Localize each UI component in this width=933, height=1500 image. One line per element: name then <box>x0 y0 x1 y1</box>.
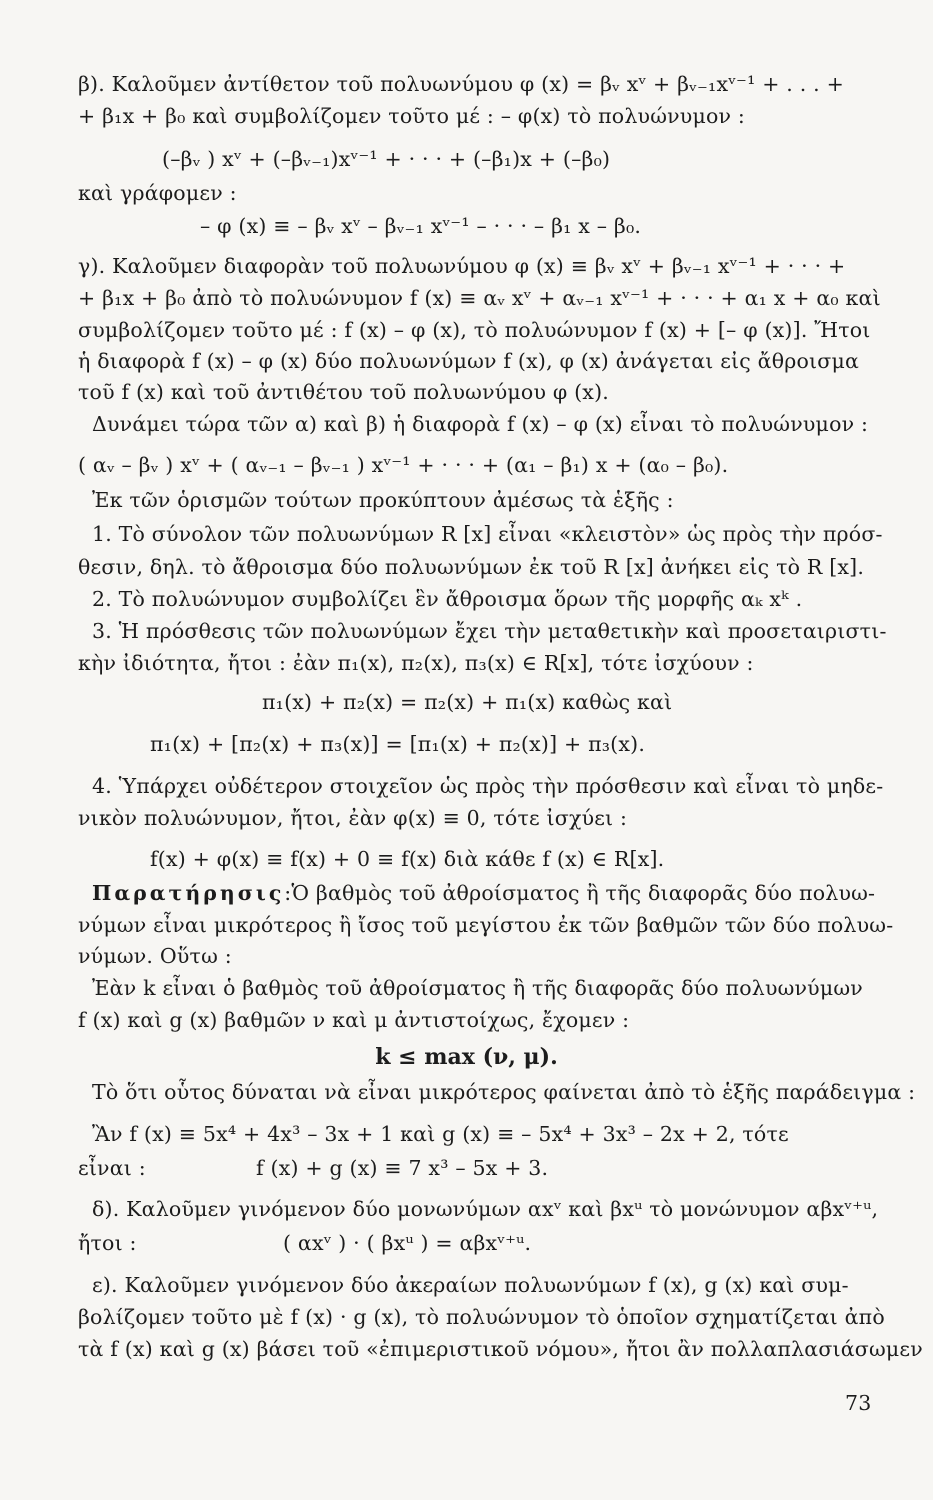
formula-line: f(x) + φ(x) ≡ f(x) + 0 ≡ f(x) διὰ κάθε f (x) ∈ R[x]. <box>150 847 665 871</box>
text-line: + β₁x + β₀ καὶ συμβολίζομεν τοῦτο μέ : – φ(x) τὸ πολυώνυμον : <box>78 104 745 128</box>
list-item-1: 1. Τὸ σύνολον τῶν πολυωνύμων R [x] εἶναι «κλειστὸν» ὡς πρὸς τὴν πρόσ- <box>92 522 883 546</box>
text-line: δ). Καλοῦμεν γινόμενον δύο μονωνύμων αxᵛ καὶ βxᵘ τὸ μονώνυμον αβxᵛ⁺ᵘ, <box>92 1197 879 1221</box>
formula-line: f (x) + g (x) ≡ 7 x³ – 5x + 3. <box>256 1156 549 1180</box>
remark-line <box>92 880 875 906</box>
list-item-2: 2. Τὸ πολυώνυμον συμβολίζει ἓν ἄθροισμα ὅρων τῆς μορφῆς αₖ xᵏ . <box>92 587 803 611</box>
text-line: νύμων. Οὕτω : <box>78 944 232 968</box>
text-line: τοῦ f (x) καὶ τοῦ ἀντιθέτου τοῦ πολυωνύμου φ (x). <box>78 380 609 404</box>
remark-text: :Ὁ βαθμὸς τοῦ ἀθροίσματος ἢ τῆς διαφορᾶς δύο πολυω- <box>284 881 876 905</box>
text-line: θεσιν, δηλ. τὸ ἄθροισμα δύο πολυωνύμων ἐκ τοῦ R [x] ἀνήκει εἰς τὸ R [x]. <box>78 555 865 579</box>
text-line: ἡ διαφορὰ f (x) – φ (x) δύο πολυωνύμων f (x), φ (x) ἀνάγεται εἰς ἄθροισμα <box>78 349 860 373</box>
text-line: νικὸν πολυώνυμον, ἤτοι, ἐὰν φ(x) ≡ 0, τότε ἰσχύει : <box>78 806 628 830</box>
text-line: καὶ γράφομεν : <box>78 181 237 205</box>
formula-line: – φ (x) ≡ – βᵥ xᵛ – βᵥ₋₁ xᵛ⁻¹ – · · · – β₁ x – β₀. <box>200 214 642 238</box>
text-line: Ἂν f (x) ≡ 5x⁴ + 4x³ – 3x + 1 καὶ g (x) ≡ – 5x⁴ + 3x³ – 2x + 2, τότε <box>92 1122 789 1146</box>
text-line: συμβολίζομεν τοῦτο μέ : f (x) – φ (x), τὸ πολυώνυμον f (x) + [– φ (x)]. Ἤτοι <box>78 318 871 342</box>
text-line: Ἐκ τῶν ὁρισμῶν τούτων προκύπτουν ἀμέσως τὰ ἑξῆς : <box>92 488 674 512</box>
text-line: β). Καλοῦμεν ἀντίθετον τοῦ πολυωνύμου φ (x) = βᵥ xᵛ + βᵥ₋₁xᵛ⁻¹ + . . . + <box>78 72 844 96</box>
text-line: νύμων εἶναι μικρότερος ἢ ἴσος τοῦ μεγίστου ἐκ τῶν βαθμῶν τῶν δύο πολυω- <box>78 913 894 937</box>
text-line: ἤτοι : <box>78 1231 137 1255</box>
text-line: f (x) καὶ g (x) βαθμῶν ν καὶ μ ἀντιστοίχως, ἔχομεν : <box>78 1008 630 1032</box>
text-line: τὰ f (x) καὶ g (x) βάσει τοῦ «ἐπιμεριστικοῦ νόμου», ἤτοι ἂν πολλαπλασιάσωμεν <box>78 1337 923 1361</box>
formula-line: π₁(x) + π₂(x) = π₂(x) + π₁(x) καθὼς καὶ <box>262 690 673 714</box>
text-line: εἶναι : <box>78 1156 146 1180</box>
formula-line: π₁(x) + [π₂(x) + π₃(x)] = [π₁(x) + π₂(x)] + π₃(x). <box>150 732 646 756</box>
text-line: ε). Καλοῦμεν γινόμενον δύο ἀκεραίων πολυωνύμων f (x), g (x) καὶ συμ- <box>92 1273 849 1297</box>
text-line: Τὸ ὅτι οὗτος δύναται νὰ εἶναι μικρότερος φαίνεται ἀπὸ τὸ ἑξῆς παράδειγμα : <box>92 1080 916 1104</box>
inequality-formula: k ≤ max (ν, μ). <box>375 1044 558 1070</box>
formula-line: ( αxᵛ ) · ( βxᵘ ) = αβxᵛ⁺ᵘ. <box>283 1231 532 1255</box>
text-line: Ἐὰν k εἶναι ὁ βαθμὸς τοῦ ἀθροίσματος ἢ τῆς διαφορᾶς δύο πολυωνύμων <box>92 976 863 1000</box>
text-line: βολίζομεν τοῦτο μὲ f (x) · g (x), τὸ πολυώνυμον τὸ ὁποῖον σχηματίζεται ἀπὸ <box>78 1305 885 1329</box>
text-line: γ). Καλοῦμεν διαφορὰν τοῦ πολυωνύμου φ (x) ≡ βᵥ xᵛ + βᵥ₋₁ xᵛ⁻¹ + · · · + <box>78 254 846 278</box>
remark-heading: Παρατήρησις <box>92 881 285 905</box>
list-item-4: 4. Ὑπάρχει οὐδέτερον στοιχεῖον ὡς πρὸς τὴν πρόσθεσιν καὶ εἶναι τὸ μηδε- <box>92 774 884 798</box>
text-line: + β₁x + β₀ ἀπὸ τὸ πολυώνυμον f (x) ≡ αᵥ xᵛ + αᵥ₋₁ xᵛ⁻¹ + · · · + α₁ x + α₀ καὶ <box>78 286 881 310</box>
list-item-3: 3. Ἡ πρόσθεσις τῶν πολυωνύμων ἔχει τὴν μεταθετικὴν καὶ προσεταιριστι- <box>92 619 887 643</box>
formula-line: (–βᵥ ) xᵛ + (–βᵥ₋₁)xᵛ⁻¹ + · · · + (–β₁)x + (–β₀) <box>162 147 611 171</box>
text-line: κὴν ἰδιότητα, ἤτοι : ἐὰν π₁(x), π₂(x), π₃(x) ∈ R[x], τότε ἰσχύουν : <box>78 651 754 675</box>
formula-line: ( αᵥ – βᵥ ) xᵛ + ( αᵥ₋₁ – βᵥ₋₁ ) xᵛ⁻¹ + · · · + (α₁ – β₁) x + (α₀ – β₀). <box>78 453 729 477</box>
text-line: Δυνάμει τώρα τῶν α) καὶ β) ἡ διαφορὰ f (x) – φ (x) εἶναι τὸ πολυώνυμον : <box>92 412 869 436</box>
page-number: 73 <box>845 1391 872 1415</box>
